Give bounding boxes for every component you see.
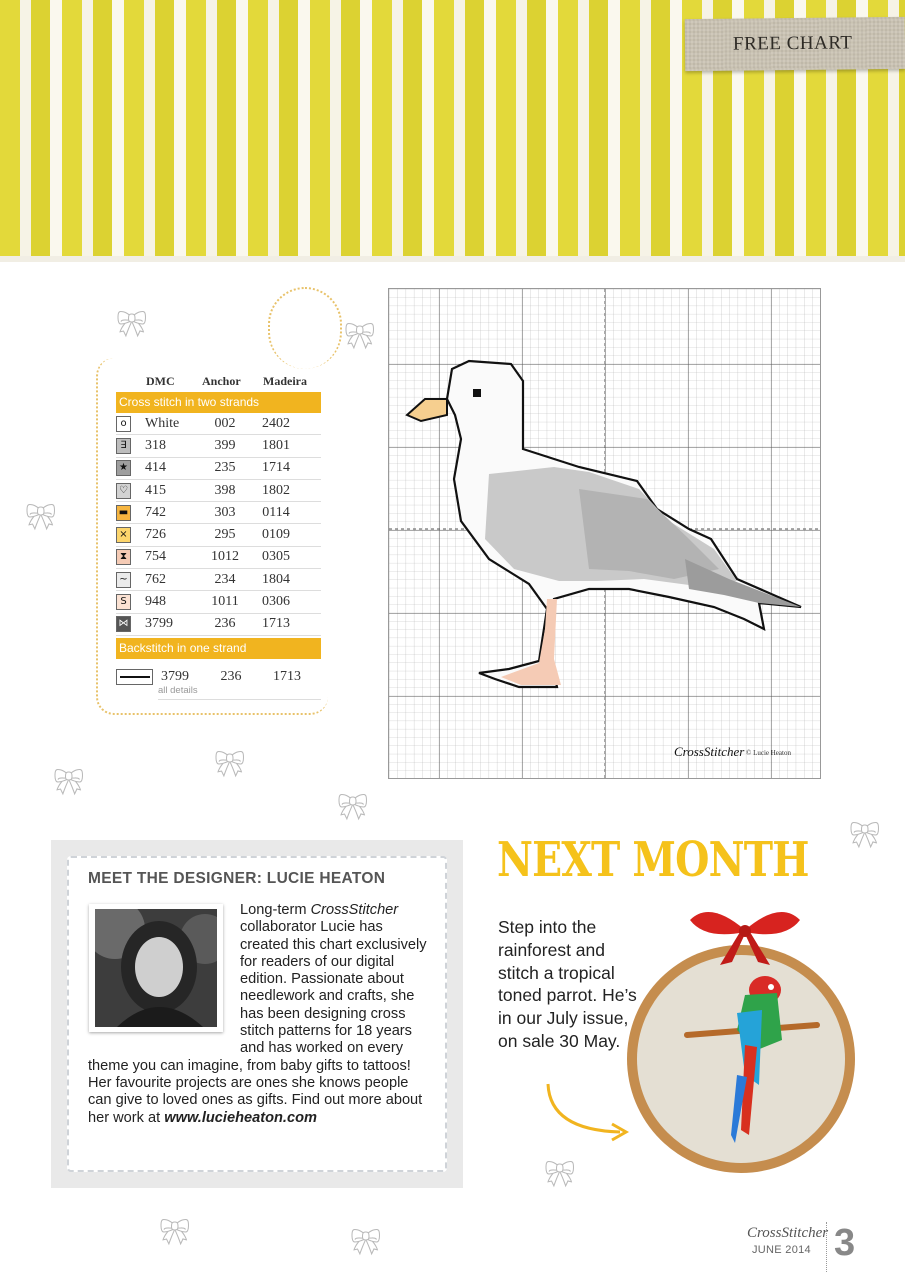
key-dmc: 948 [145, 594, 166, 610]
key-row [116, 480, 321, 502]
footer-date: JUNE 2014 [752, 1244, 811, 1256]
next-month-body: Step into the rainforest and stitch a tropical toned parrot. He’s in our July issue, on sale 30 May. [498, 917, 637, 1051]
key-madeira: 0306 [262, 594, 290, 610]
designer-inner-panel [67, 856, 447, 1172]
cross-stitch-section-label: Cross stitch in two strands [116, 392, 321, 413]
back-madeira: 1713 [273, 668, 301, 684]
meet-the-designer-box [51, 840, 463, 1188]
key-madeira: 0305 [262, 549, 290, 565]
col-dmc: DMC [146, 374, 175, 388]
key-madeira: 0109 [262, 527, 290, 543]
key-dmc: 762 [145, 571, 166, 587]
chart-credit-brand: CrossStitcher [674, 744, 745, 759]
key-anchor: 1011 [211, 594, 239, 610]
bow-icon: 🎀︎ [848, 821, 882, 851]
key-symbol-icon: ♡ [116, 483, 131, 499]
key-row [116, 614, 321, 636]
key-dmc: 742 [145, 504, 166, 520]
col-anchor: Anchor [202, 374, 241, 388]
key-row [116, 458, 321, 480]
bow-icon: 🎀︎ [543, 1160, 577, 1190]
red-ribbon-bow-icon [680, 900, 810, 970]
key-madeira: 1804 [262, 571, 290, 587]
key-symbol-icon: ⋈ [116, 616, 131, 632]
free-chart-tag [685, 17, 905, 71]
key-anchor: 303 [214, 504, 236, 520]
cross-stitch-chart [388, 288, 821, 779]
all-details-note: all details [158, 685, 321, 700]
parrot-illustration [637, 955, 845, 1163]
arrow-icon [540, 1080, 640, 1150]
key-madeira: 1713 [262, 616, 290, 632]
key-row [116, 413, 321, 435]
key-anchor: 295 [214, 527, 236, 543]
thread-key-table [116, 374, 321, 700]
key-symbol-icon: ⧗ [116, 549, 131, 565]
key-row [116, 502, 321, 524]
bow-icon: 🎀︎ [336, 793, 370, 823]
free-chart-label: FREE CHART [732, 32, 853, 55]
key-dmc: 754 [145, 549, 166, 565]
key-row [116, 435, 321, 457]
key-symbol-icon: o [116, 416, 131, 432]
bow-icon: 🎀︎ [158, 1218, 192, 1248]
key-dmc: White [145, 415, 180, 431]
footer-divider [826, 1222, 827, 1272]
key-madeira: 2402 [262, 415, 290, 431]
key-madeira: 1802 [262, 482, 290, 498]
page-number: 3 [834, 1222, 856, 1264]
bow-icon: 🎀︎ [24, 503, 58, 533]
backstitch-line-icon [116, 669, 153, 685]
bow-icon: 🎀︎ [343, 322, 377, 352]
bow-icon: 🎀︎ [115, 310, 149, 340]
bow-icon: 🎀︎ [52, 768, 86, 798]
embroidery-hoop-image [627, 945, 855, 1173]
key-row [116, 591, 321, 613]
col-madeira: Madeira [263, 374, 307, 388]
key-header-row [116, 374, 321, 392]
key-symbol-icon: ∃ [116, 438, 131, 454]
key-symbol-icon: × [116, 527, 131, 543]
key-row [116, 569, 321, 591]
back-anchor: 236 [220, 668, 242, 684]
key-anchor: 235 [214, 460, 236, 476]
key-anchor: 1012 [211, 549, 239, 565]
key-dotted-loop [268, 287, 342, 369]
key-madeira: 1714 [262, 460, 290, 476]
designer-bio: Long-term CrossStitcher collaborator Lucie has created this chart exclusively for readers of our digital edition. Passionate about needlework and crafts, she has been designing cross stitch patterns for 18 years and has worked on every theme you can imagine, from baby gifts to tattoos! Her favourite projects are ones she knows people can give to loved ones as gifts. Find out more about her work at www.lucieheaton.com [88, 902, 427, 1126]
key-row [116, 524, 321, 546]
chart-credit-copy: © Lucie Heaton [746, 749, 791, 757]
backstitch-section-label: Backstitch in one strand [116, 638, 321, 659]
key-anchor: 002 [214, 415, 236, 431]
designer-title: MEET THE DESIGNER: LUCIE HEATON [88, 870, 386, 887]
key-anchor: 236 [214, 616, 236, 632]
next-month-title: NEXT MONTH [497, 832, 809, 888]
bow-icon: 🎀︎ [349, 1228, 383, 1258]
key-dmc: 415 [145, 482, 166, 498]
key-symbol-icon: S [116, 594, 131, 610]
key-row [116, 547, 321, 569]
back-dmc: 3799 [161, 668, 189, 684]
key-anchor: 399 [214, 437, 236, 453]
key-symbol-icon: ~ [116, 572, 131, 588]
chart-grid [389, 289, 820, 778]
key-madeira: 1801 [262, 437, 290, 453]
key-madeira: 0114 [262, 504, 290, 520]
key-symbol-icon: ★ [116, 460, 131, 476]
key-dmc: 414 [145, 460, 166, 476]
magazine-name: CrossStitcher [310, 902, 399, 918]
footer-brand: CrossStitcher [747, 1225, 829, 1241]
key-dmc: 318 [145, 437, 166, 453]
key-symbol-icon: ▬ [116, 505, 131, 521]
key-rows [116, 413, 321, 636]
designer-website-link[interactable]: www.lucieheaton.com [164, 1109, 317, 1126]
key-anchor: 398 [214, 482, 236, 498]
key-dmc: 3799 [145, 616, 173, 632]
hoop-fabric [637, 955, 845, 1163]
bow-icon: 🎀︎ [213, 750, 247, 780]
key-anchor: 234 [214, 571, 236, 587]
key-dmc: 726 [145, 527, 166, 543]
